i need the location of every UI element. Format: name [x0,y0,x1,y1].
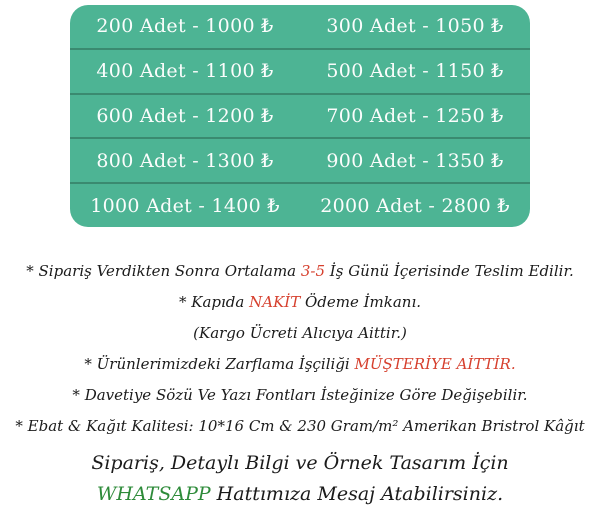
note-delivery-pre: * Sipariş Verdikten Sonra Ortalama [26,262,301,280]
price-cell: 300 Adet - 1050 ₺ [326,15,504,38]
price-cell: 800 Adet - 1300 ₺ [96,149,274,172]
price-cell: 900 Adet - 1350 ₺ [326,149,504,172]
note-labor [0,349,600,380]
contact-section [0,448,600,510]
price-row [70,137,530,182]
note-payment-highlight: NAKİT [249,293,301,311]
price-row [70,93,530,138]
notes-section [0,256,600,442]
price-cell: 1000 Adet - 1400 ₺ [90,194,280,217]
price-row [70,182,530,227]
price-cell: 500 Adet - 1150 ₺ [326,60,504,83]
price-cell: 200 Adet - 1000 ₺ [96,15,274,38]
contact-line1: Sipariş, Detaylı Bilgi ve Örnek Tasarım İçin [91,452,509,474]
price-cell: 2000 Adet - 2800 ₺ [320,194,510,217]
note-payment-pre: * Kapıda [178,293,250,311]
price-row [70,48,530,93]
price-cell: 700 Adet - 1250 ₺ [326,104,504,127]
note-labor-highlight: MÜŞTERİYE AİTTİR. [354,355,516,373]
price-table [70,5,530,227]
price-row [70,5,530,48]
price-cell: 400 Adet - 1100 ₺ [96,60,274,83]
note-delivery [0,256,600,287]
contact-line2 [0,479,600,510]
note-delivery-post: İş Günü İçerisinde Teslim Edilir. [325,262,574,280]
note-fonts: * Davetiye Sözü Ve Yazı Fontları İsteğinize Göre Değişebilir. [72,386,528,404]
note-payment-post: Ödeme İmkanı. [300,293,422,311]
contact-line2-post: Hattımıza Mesaj Atabilirsiniz. [210,483,504,505]
note-shipping: (Kargo Ücreti Alıcıya Aittir.) [193,324,407,342]
price-cell: 600 Adet - 1200 ₺ [96,104,274,127]
note-size: * Ebat & Kağıt Kalitesi: 10*16 Cm & 230 Gram/m² Amerikan Bristrol Kâğıt [15,417,585,435]
note-labor-pre: * Ürünlerimizdeki Zarflama İşçiliği [84,355,355,373]
note-payment [0,287,600,318]
note-delivery-highlight: 3-5 [300,262,326,280]
contact-whatsapp-highlight: WHATSAPP [96,483,211,505]
